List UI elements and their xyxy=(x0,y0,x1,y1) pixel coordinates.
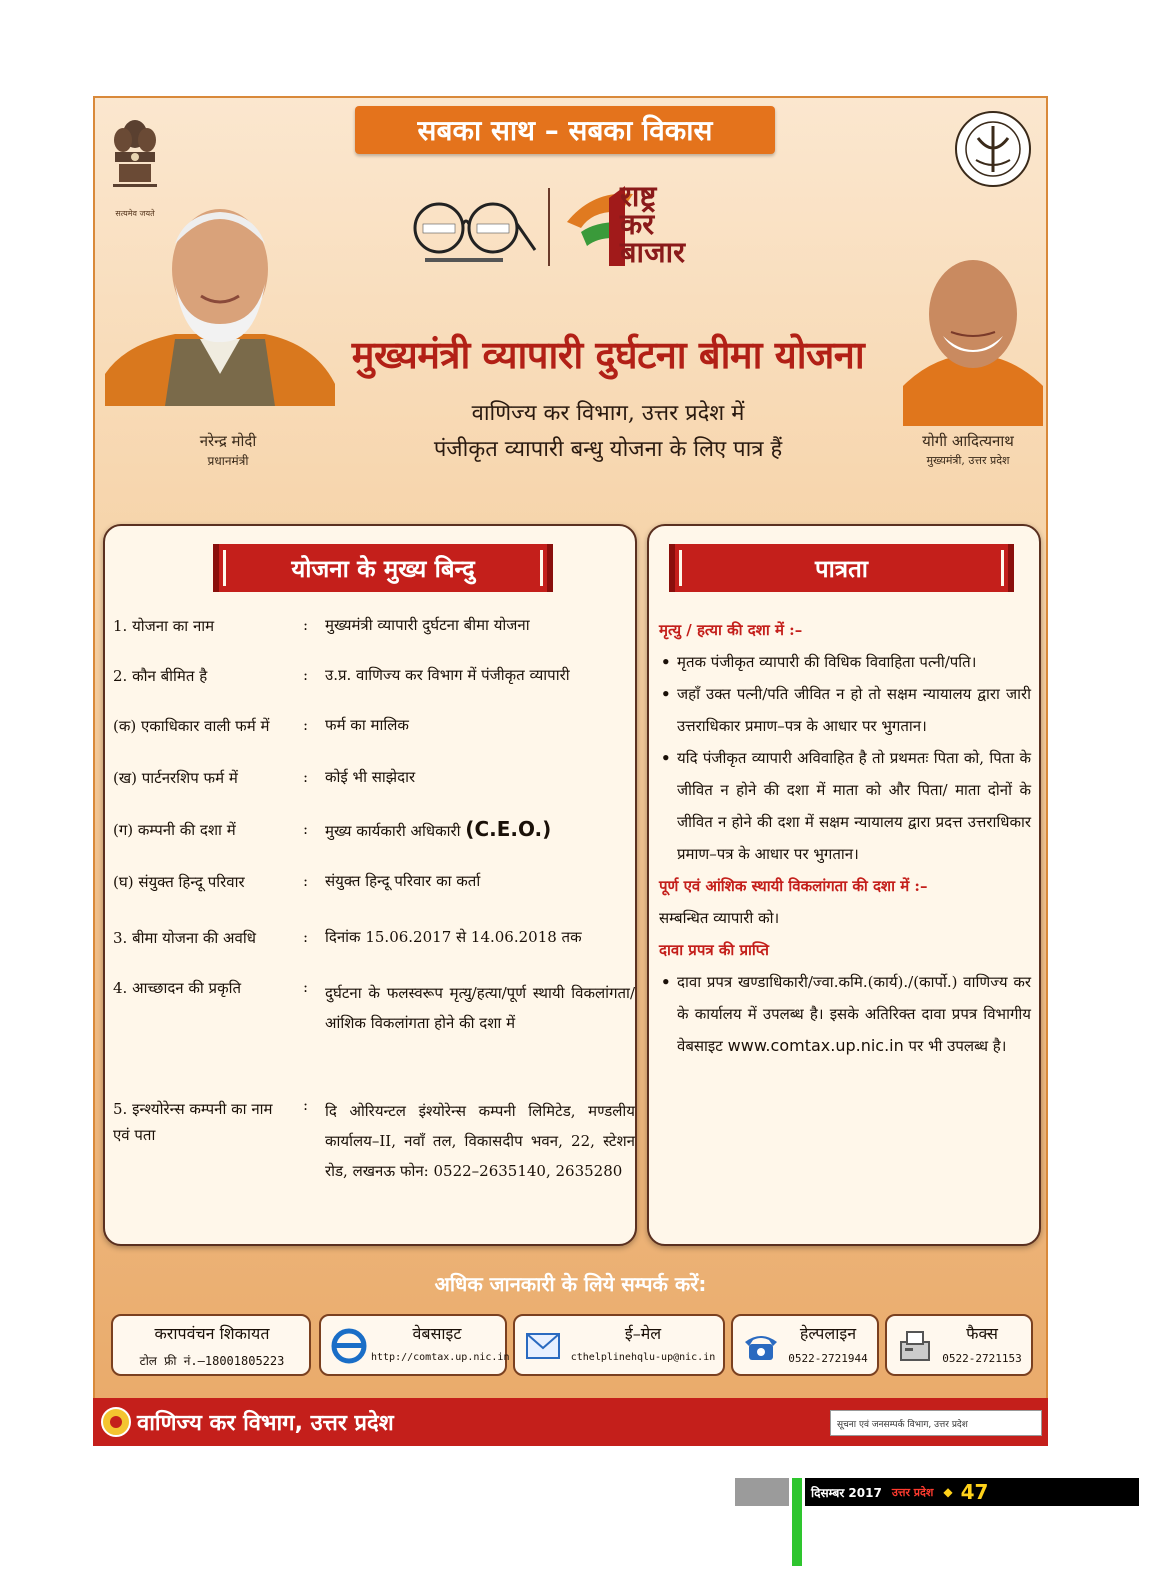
eligibility-panel xyxy=(647,524,1041,1246)
row-value: दुर्घटना के फलस्वरूप मृत्यु/हत्या/पूर्ण स्थायी विकलांगता/ आंशिक विकलांगता होने की दशा में xyxy=(325,984,635,1032)
swachh-bharat-logo xyxy=(401,194,537,268)
emblem-caption: सत्यमेव जयते xyxy=(115,209,155,218)
eligibility-death-heading: मृत्यु / हत्या की दशा में :– xyxy=(659,621,803,639)
advertisement xyxy=(93,96,1048,1446)
contact-label: वेबसाइट xyxy=(412,1324,462,1343)
department-text: वाणिज्य कर विभाग, उत्तर प्रदेश xyxy=(137,1411,394,1436)
info-department-badge: सूचना एवं जनसम्पर्क विभाग, उत्तर प्रदेश xyxy=(830,1410,1042,1436)
page-footer-green-bar xyxy=(792,1478,802,1566)
row-value: दि ओरियन्टल इंश्योरेन्स कम्पनी लिमिटेड, मण्डलीय कार्यालय–II, नवाँ तल, विकासदीप भवन, 22, स्टेशन रोड, लखनऊ फोन: 0522–2635140, 2635280 xyxy=(325,1102,635,1180)
claim-form-heading: दावा प्रपत्र की प्राप्ति xyxy=(659,941,769,959)
page-footer-grey-block xyxy=(735,1478,789,1506)
row-value: संयुक्त हिन्दू परिवार का कर्ता xyxy=(325,872,481,890)
contact-heading: अधिक जानकारी के लिये सम्पर्क करें: xyxy=(434,1272,707,1296)
row-value: कोई भी साझेदार xyxy=(325,768,416,786)
person-left-name: नरेन्द्र मोदी xyxy=(199,432,257,450)
email-icon xyxy=(523,1326,563,1366)
contact-fax[interactable] xyxy=(885,1314,1033,1376)
row-key: (क) एकाधिकार वाली फर्म में xyxy=(113,717,270,735)
eligibility-bullet: • मृतक पंजीकृत व्यापारी की विधिक विवाहिता पत्नी/पति। xyxy=(659,646,1031,678)
row-key: (ग) कम्पनी की दशा में xyxy=(113,821,236,839)
row-key: (ख) पार्टनरशिप फर्म में xyxy=(113,769,238,787)
row-key: 1. योजना का नाम xyxy=(113,617,215,635)
gst-line-3: बाजार xyxy=(620,235,685,269)
contact-label: हेल्पलाइन xyxy=(799,1324,857,1343)
person-right-name: योगी आदित्यनाथ xyxy=(922,432,1014,450)
row-key: 3. बीमा योजना की अवधि xyxy=(113,929,256,947)
eligibility-heading: पात्रता xyxy=(669,544,1014,592)
contact-value: 0522-2721944 xyxy=(788,1352,868,1365)
person-right-caption xyxy=(883,431,1048,471)
department-logo-icon xyxy=(101,1407,131,1437)
claim-form-text: दावा प्रपत्र खण्डाधिकारी/ज्वा.कमि.(कार्य)./(कार्पो.) वाणिज्य कर के कार्यालय में उपलब्ध है। इसके अतिरिक्त दावा प्रपत्र विभागीय वेबसाइट xyxy=(677,973,1031,1055)
contact-label: फैक्स xyxy=(966,1324,998,1343)
diamond-icon: ◆ xyxy=(943,1485,953,1499)
row-key: (घ) संयुक्त हिन्दू परिवार xyxy=(113,873,245,891)
browser-icon xyxy=(329,1326,369,1366)
portrait-left xyxy=(105,174,335,406)
contact-helpline[interactable] xyxy=(731,1314,879,1376)
portrait-right xyxy=(903,236,1043,426)
contact-value: http://comtax.up.nic.in xyxy=(371,1352,510,1363)
contact-label: ई–मेल xyxy=(624,1324,662,1343)
row-key: 4. आच्छादन की प्रकृति xyxy=(113,979,242,997)
eligibility-bullet: • यदि पंजीकृत व्यापारी अविवाहित है तो प्रथमतः पिता को, पिता के जीवित न होने की दशा में माता को और पिता/ माता दोनों के जीवित न होने की दशा में सक्षम न्यायालय द्वारा प्रदत्त उत्तराधिकार प्रमाण–पत्र के आधार पर भुगतान। xyxy=(659,742,1031,870)
page-number: 47 xyxy=(960,1480,989,1504)
row-value: मुख्यमंत्री व्यापारी दुर्घटना बीमा योजना xyxy=(325,616,530,634)
slogan-banner: सबका साथ – सबका विकास xyxy=(355,106,775,154)
key-points-heading: योजना के मुख्य बिन्दु xyxy=(213,544,553,592)
claim-form-website-link[interactable]: www.comtax.up.nic.in xyxy=(727,1036,904,1055)
claim-form-bullet xyxy=(659,966,1031,1062)
gst-line-2: कर xyxy=(620,207,655,241)
issue-month: दिसम्बर 2017 xyxy=(811,1485,882,1500)
contact-label: करापवंचन शिकायत xyxy=(154,1324,270,1343)
subtitle-line-1: वाणिज्य कर विभाग, उत्तर प्रदेश में xyxy=(471,401,745,426)
row-value: उ.प्र. वाणिज्य कर विभाग में पंजीकृत व्यापारी xyxy=(325,666,570,684)
subtitle-line-2: पंजीकृत व्यापारी बन्धु योजना के लिए पात्र हैं xyxy=(433,437,783,462)
gst-line-1: राष्ट्र xyxy=(620,179,657,213)
scheme-subtitle xyxy=(333,396,883,468)
row-key: 2. कौन बीमित है xyxy=(113,667,208,685)
eligibility-content xyxy=(659,614,1031,1062)
up-seal-icon xyxy=(954,110,1032,188)
eligibility-disability-heading: पूर्ण एवं आंशिक स्थायी विकलांगता की दशा में :– xyxy=(659,877,928,895)
claim-form-text-tail: पर भी उपलब्ध है। xyxy=(908,1037,1007,1055)
eligibility-bullet: • जहाँ उक्त पत्नी/पति जीवित न हो तो सक्षम न्यायालय द्वारा जारी उत्तराधिकार प्रमाण–पत्र के आधार पर भुगतान। xyxy=(659,678,1031,742)
eligibility-disability-text: सम्बन्धित व्यापारी को। xyxy=(659,909,780,927)
logo-divider xyxy=(548,188,550,266)
key-points-panel: योजना के मुख्य बिन्दु 1. योजना का नाम : मुख्यमंत्री व्यापारी दुर्घटना बीमा योजना 2. कौन बीमित है : उ.प्र. वाणिज्य कर विभाग में पंजीकृत व्यापारी (क) एकाधिकार वाली फर्म में : फर्म का मालिक (ख) पार्टनरशिप फर्म में : कोई भी साझेदार (ग) कम्पनी की दशा में : मुख्य कार्यकारी अधिकारी (C.E.O.) (घ) संयुक्त हिन्दू परिवार : संयुक्त हिन्दू परिवार का कर्ता 3. बीमा योजना की अवधि : दिनांक 15.06.2017 से 14.06.2018 तक 4. आच्छादन की प्रकृति : दुर्घटना के फलस्वरूप मृत्यु/हत्या/पूर्ण स्थायी विकलांगता/ आंशिक विकलांगता होने की दशा में 5. इन्श्योरेन्स कम्पनी का नाम एवं पता : दि ओरियन्टल इंश्योरेन्स कम्पनी लिमिटेड, मण्डलीय कार्यालय–II, नवाँ तल, विकासदीप भवन, 22, स्टेशन रोड, लखनऊ फोन: 0522–2635140, 2635280 xyxy=(103,524,637,1246)
row-value: मुख्य कार्यकारी अधिकारी xyxy=(325,822,461,840)
scheme-title: मुख्यमंत्री व्यापारी दुर्घटना बीमा योजना xyxy=(351,333,865,377)
ceo-abbrev: (C.E.O.) xyxy=(465,817,552,841)
contact-value: टोल फ्री नं.–18001805223 xyxy=(139,1354,285,1368)
contact-value: cthelplinehqlu-up@nic.in xyxy=(570,1352,716,1363)
gst-logo-text xyxy=(620,179,750,269)
contact-email[interactable] xyxy=(513,1314,725,1376)
department-name xyxy=(101,1402,394,1442)
person-left-title: प्रधानमंत्री xyxy=(207,454,249,468)
row-value: फर्म का मालिक xyxy=(325,716,409,734)
telephone-icon xyxy=(741,1326,781,1366)
contact-value: 0522-2721153 xyxy=(942,1352,1022,1365)
page-footer-band xyxy=(805,1478,1139,1506)
magazine-name: उत्तर प्रदेश xyxy=(891,1485,934,1499)
contact-website[interactable] xyxy=(319,1314,510,1376)
contact-complaint[interactable] xyxy=(111,1314,311,1376)
row-value: दिनांक 15.06.2017 से 14.06.2018 तक xyxy=(325,928,582,946)
person-left-caption xyxy=(153,431,303,471)
person-right-title: मुख्यमंत्री, उत्तर प्रदेश xyxy=(926,454,1010,467)
row-key: 5. इन्श्योरेन्स कम्पनी का नाम एवं पता xyxy=(113,1100,273,1144)
fax-icon xyxy=(895,1326,935,1366)
